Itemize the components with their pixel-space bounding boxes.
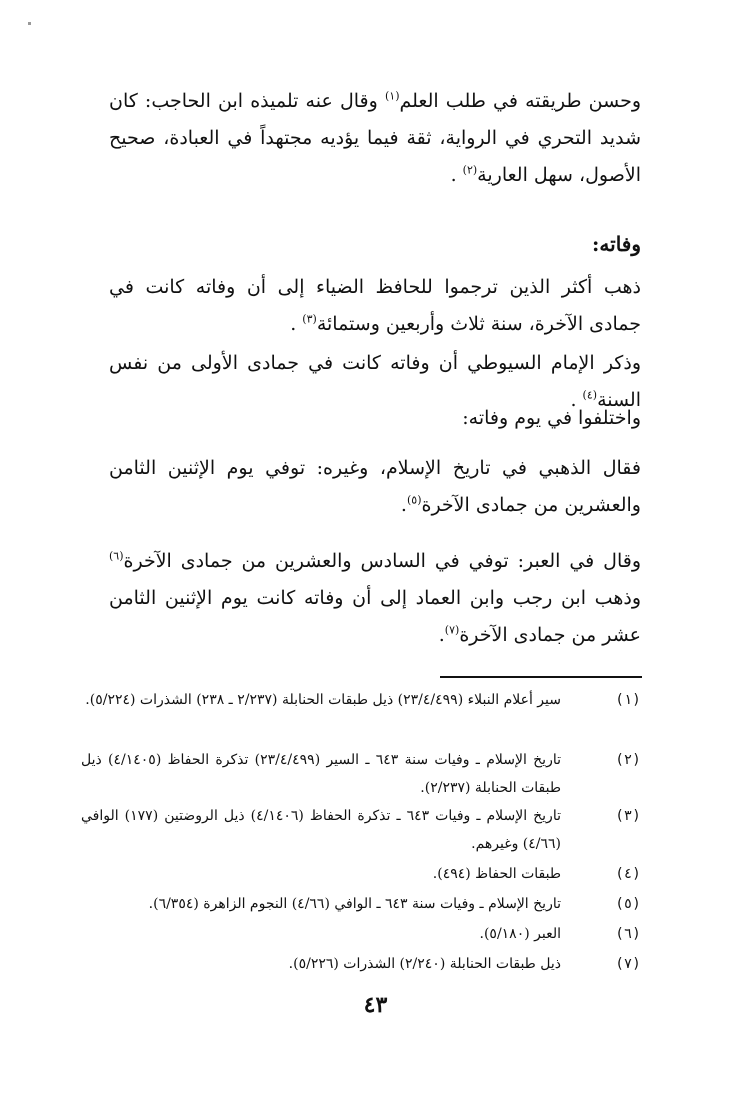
text-run: وحسن طريقته في طلب العلم [399,90,641,112]
text-run: وقال عنه تلميذه ابن الحاجب: كان شديد التحري في الرواية، ثقة فيما يؤديه مجتهداً في العبادة، صحيح الأصول، سهل العارية [109,90,641,186]
footnote-number: (٥) [615,896,641,912]
text-run: ذهب أكثر الذين ترجموا للحافظ الضياء إلى أن وفاته كانت في جمادى الآخرة، سنة ثلاث وأربعين وستمائة [109,276,641,335]
footnote-text: تاريخ الإسلام ـ وفيات سنة ٦٤٣ ـ السير (٢٣/٤/٤٩٩) تذكرة الحفاظ (٤/١٤٠٥) ذيل طبقات الحنابلة (٢/٢٣٧). [81,752,561,796]
footnote-marker: (٢) [462,163,478,177]
footnote-text: ذيل طبقات الحنابلة (٢/٢٤٠) الشذرات (٥/٢٢٦). [288,956,561,972]
text-run: . [570,389,583,411]
text-run: وذكر الإمام السيوطي أن وفاته كانت في جمادى الأولى من نفس السنة [109,352,641,411]
text-run: واختلفوا في يوم وفاته: [462,407,641,429]
footnote-number: (٧) [615,956,641,972]
footnote-number: (٦) [615,926,641,942]
text-run: . [438,624,445,646]
paragraph-ibar [109,543,641,654]
footnote-marker: (٦) [109,549,124,563]
paragraph-death-date [109,269,641,343]
paragraph-biography-end [109,83,641,194]
footnote-1 [81,686,643,714]
page-number: ٤٣ [363,992,388,1018]
paragraph-dhahabi [109,450,641,524]
footnote-number: (٤) [615,866,641,882]
footnote-6 [81,920,643,948]
footnote-marker: (٤) [582,388,598,402]
text-run: فقال الذهبي في تاريخ الإسلام، وغيره: توفي يوم الإثنين الثامن والعشرين من جمادى الآخرة [109,457,641,516]
text-run: وقال في العبر: توفي في السادس والعشرين من جمادى الآخرة [123,550,641,572]
footnote-number: (٣) [615,808,641,824]
footnote-3 [81,802,643,858]
footnote-text: تاريخ الإسلام ـ وفيات سنة ٦٤٣ ـ الوافي (٤/٦٦) النجوم الزاهرة (٦/٣٥٤). [148,896,561,912]
text-run: . [450,164,463,186]
footnote-5 [81,890,643,918]
footnote-marker: (١) [384,89,400,103]
footnote-marker: (٧) [444,623,460,637]
footnote-2 [81,746,643,802]
text-run: وذهب ابن رجب وابن العماد إلى أن وفاته كانت يوم الإثنين الثامن عشر من جمادى الآخرة [109,587,641,646]
text-run: . [400,494,407,516]
footnote-text: سير أعلام النبلاء (٢٣/٤/٤٩٩) ذيل طبقات الحنابلة (٢/٢٣٧ ـ ٢٣٨) الشذرات (٥/٢٢٤). [85,692,561,708]
footnote-separator [440,676,642,678]
text-run: . [290,313,303,335]
footnote-number: (٢) [615,752,641,768]
footnote-text: العبر (٥/١٨٠). [479,926,561,942]
footnote-text: طبقات الحفاظ (٤٩٤). [432,866,561,882]
footnote-7 [81,950,643,978]
footnote-4 [81,860,643,888]
section-heading-death: وفاته: [592,232,641,256]
paragraph-day-dispute [109,400,641,437]
footnote-marker: (٥) [406,493,422,507]
scan-mark [28,22,31,25]
footnote-marker: (٣) [302,312,317,326]
footnote-text: تاريخ الإسلام ـ وفيات ٦٤٣ ـ تذكرة الحفاظ (٤/١٤٠٦) ذيل الروضتين (١٧٧) الوافي (٤/٦٦) وغيرهم. [81,808,561,852]
footnote-number: (١) [615,692,641,708]
